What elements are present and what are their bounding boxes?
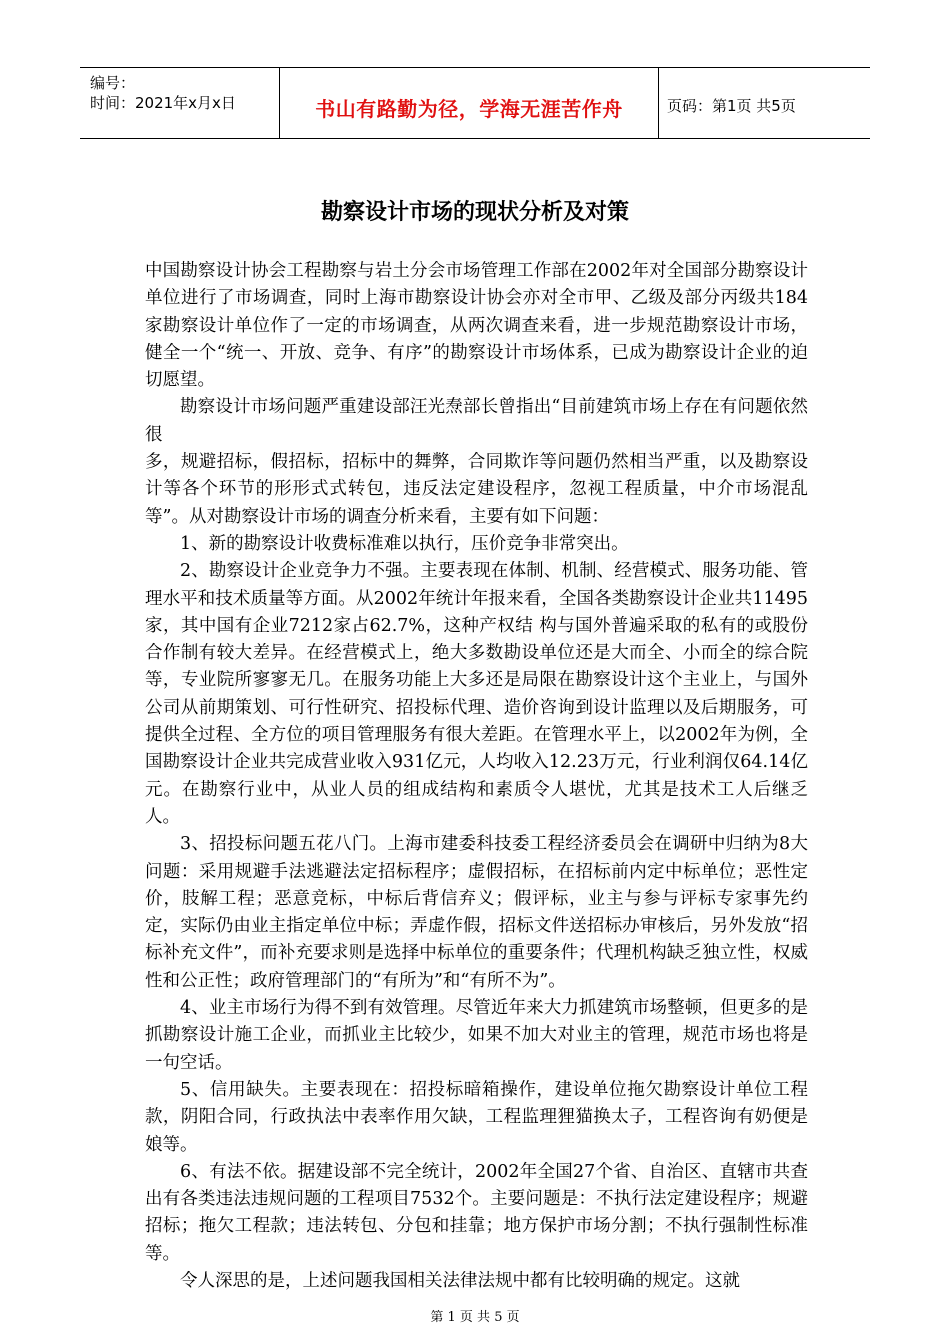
document-date-label: 时间：2021年x月x日 <box>90 94 236 112</box>
header-motto: 书山有路勤为径，学海无涯苦作舟 <box>315 97 623 121</box>
header-page-number: 页码：第1页 共5页 <box>667 97 796 115</box>
paragraph: 多，规避招标，假招标，招标中的舞弊，合同欺诈等问题仍然相当严重，以及勘察设计等各个环节的形形式式转包，违反法定建设程序，忽视工程质量，中介市场混乱等”。从对勘察设计市场的调查分析来看，主要有如下问题： <box>145 452 808 527</box>
paragraph: 2、勘察设计企业竞争力不强。主要表现在体制、机制、经营模式、服务功能、管理水平和技术质量等方面。从2002年统计年报来看，全国各类勘察设计企业共11495家，其中国有企业7212家占62.7%，这种产权结 构与国外普遍采取的私有的或股份合作制有较大差异。在经营模式上，绝大多数勘设单位还是大而全、小而全的综合院等，专业院所寥寥无几。在服务功能上大多还是局限在勘察设计这个主业上，与国外公司从前期策划、可行性研究、招投标代理、造价咨询到设计监理以及后期服务，可提供全过程、全方位的项目管理服务有很大差距。在管理水平上，以2002年为例，全国勘察设计企业共完成营业收入931亿元，人均收入12.23万元，行业利润仅64.14亿元。在勘察行业中，从业人员的组成结构和素质令人堪忧，尤其是技术工人后继乏人。 <box>145 561 808 827</box>
paragraph: 5、信用缺失。主要表现在：招投标暗箱操作，建设单位拖欠勘察设计单位工程款，阴阳合同，行政执法中表率作用欠缺，工程监理狸猫换太子，工程咨询有奶便是娘等。 <box>145 1079 808 1155</box>
document-number-label: 编号： <box>90 74 136 92</box>
header-motto-cell <box>280 68 659 138</box>
paragraph: 4、业主市场行为得不到有效管理。尽管近年来大力抓建筑市场整顿，但更多的是抓勘察设计施工企业，而抓业主比较少，如果不加大对业主的管理，规范市场也将是一句空话。 <box>145 998 808 1073</box>
paragraph: 1、新的勘察设计收费标准难以执行，压价竞争非常突出。 <box>180 533 629 554</box>
document-title: 勘察设计市场的现状分析及对策 <box>320 200 629 225</box>
document-body <box>145 258 808 1295</box>
header-info-cell <box>80 68 280 138</box>
paragraph: 6、有法不依。据建设部不完全统计，2002年全国27个省、自治区、直辖市共查出有各类违法违规问题的工程项目7532个。主要问题是：不执行法定建设程序；规避招标；拖欠工程款；违法转包、分包和挂靠；地方保护市场分割；不执行强制性标准等。 <box>145 1161 808 1264</box>
paragraph: 令人深思的是，上述问题我国相关法律法规中都有比较明确的规定。这就 <box>180 1270 740 1291</box>
paragraph: 勘察设计市场问题严重建设部汪光焘部长曾指出“目前建筑市场上存在有问题依然很 <box>145 397 808 445</box>
header-page-cell <box>659 68 870 138</box>
page-header <box>80 67 870 139</box>
page-footer: 第 1 页 共 5 页 <box>430 1310 520 1325</box>
paragraph: 3、招投标问题五花八门。上海市建委科技委工程经济委员会在调研中归纳为8大问题：采用规避手法逃避法定招标程序；虚假招标，在招标前内定中标单位；恶性定价，肢解工程；恶意竞标，中标后背信弃义；假评标，业主与参与评标专家事先约定，实际仍由业主指定单位中标；弄虚作假，招标文件送招标办审核后，另外发放“招标补充文件”，而补充要求则是选择中标单位的重要条件；代理机构缺乏独立性，权威性和公正性；政府管理部门的“有所为”和“有所不为”。 <box>145 834 808 991</box>
paragraph: 中国勘察设计协会工程勘察与岩土分会市场管理工作部在2002年对全国部分勘察设计单位进行了市场调查，同时上海市勘察设计协会亦对全市甲、乙级及部分丙级共184家勘察设计单位作了一定的市场调查，从两次调查来看，进一步规范勘察设计市场，健全一个“统一、开放、竞争、有序”的勘察设计市场体系，已成为勘察设计企业的迫切愿望。 <box>145 261 808 391</box>
